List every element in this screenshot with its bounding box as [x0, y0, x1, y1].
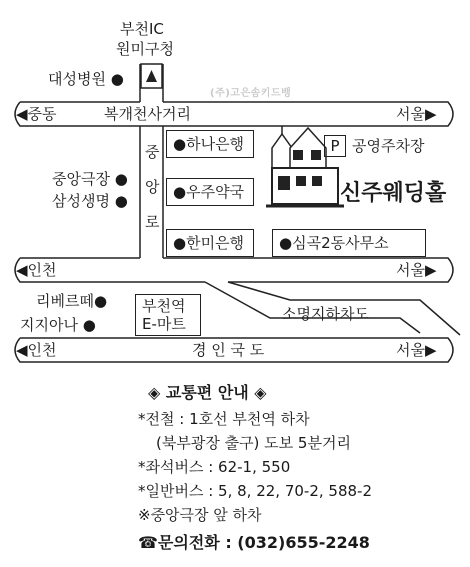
road-char-1: 중: [145, 143, 160, 161]
station-label: 부천역: [142, 297, 186, 315]
underpass-label: 소명지하차도: [282, 305, 369, 323]
middle-road: [15, 258, 453, 282]
info-line-exit: (북부광장 출구) 도보 5분거리: [156, 434, 351, 452]
hanmi-bank-box: ●한미은행: [166, 229, 254, 257]
phone-info: ☎문의전화 : (032)655-2248: [138, 533, 370, 552]
parking-label: P 공영주차장: [324, 135, 424, 157]
hana-bank-box: ●하나은행: [166, 130, 254, 158]
emart-label: E-마트: [142, 315, 186, 333]
bottom-road-right-end: 서울▶: [396, 341, 437, 359]
city-hall-label: 원미구청: [116, 40, 174, 58]
info-line-local-bus: *일반버스 : 5, 8, 22, 70-2, 588-2: [138, 482, 372, 500]
parking-icon: P: [324, 135, 346, 157]
woojoo-pharmacy-box: ●우주약국: [166, 178, 254, 206]
info-line-stop: ※중앙극장 앞 하차: [138, 506, 262, 524]
lebeurtte-label: 리베르떼●: [36, 292, 108, 310]
top-road-right-end: 서울▶: [396, 105, 437, 123]
hospital-label: 대성병원 ●: [48, 70, 124, 88]
middle-road-left-end: ◀인천: [16, 261, 57, 279]
road-char-2: 앙: [145, 178, 160, 196]
top-road: [15, 102, 453, 126]
bottom-road-left-end: ◀인천: [16, 341, 57, 359]
transport-info-title: ◈ 교통편 안내 ◈: [148, 383, 267, 402]
top-road-name: 복개천사거리: [104, 105, 191, 123]
watermark: (주)고은솜키드뱅: [210, 88, 292, 99]
info-line-seat-bus: *좌석버스 : 62-1, 550: [138, 458, 291, 476]
samsung-label: 삼성생명 ●: [52, 192, 128, 210]
middle-road-right-end: 서울▶: [396, 261, 437, 279]
bottom-road-name: 경 인 국 도: [192, 341, 265, 359]
station-emart-box: [135, 294, 201, 336]
jijiana-label: 지지아나 ●: [20, 316, 96, 334]
top-road-left-end: ◀중동: [16, 105, 57, 123]
simgok-office-box: ●심곡2동사무소: [272, 229, 426, 257]
venue-name: 신주웨딩홀: [340, 181, 447, 206]
ic-label: 부천IC: [120, 20, 164, 38]
info-line-subway: *전철 : 1호선 부천역 하차: [138, 410, 310, 428]
road-char-3: 로: [145, 213, 160, 231]
theater-label: 중앙극장 ●: [52, 170, 128, 188]
